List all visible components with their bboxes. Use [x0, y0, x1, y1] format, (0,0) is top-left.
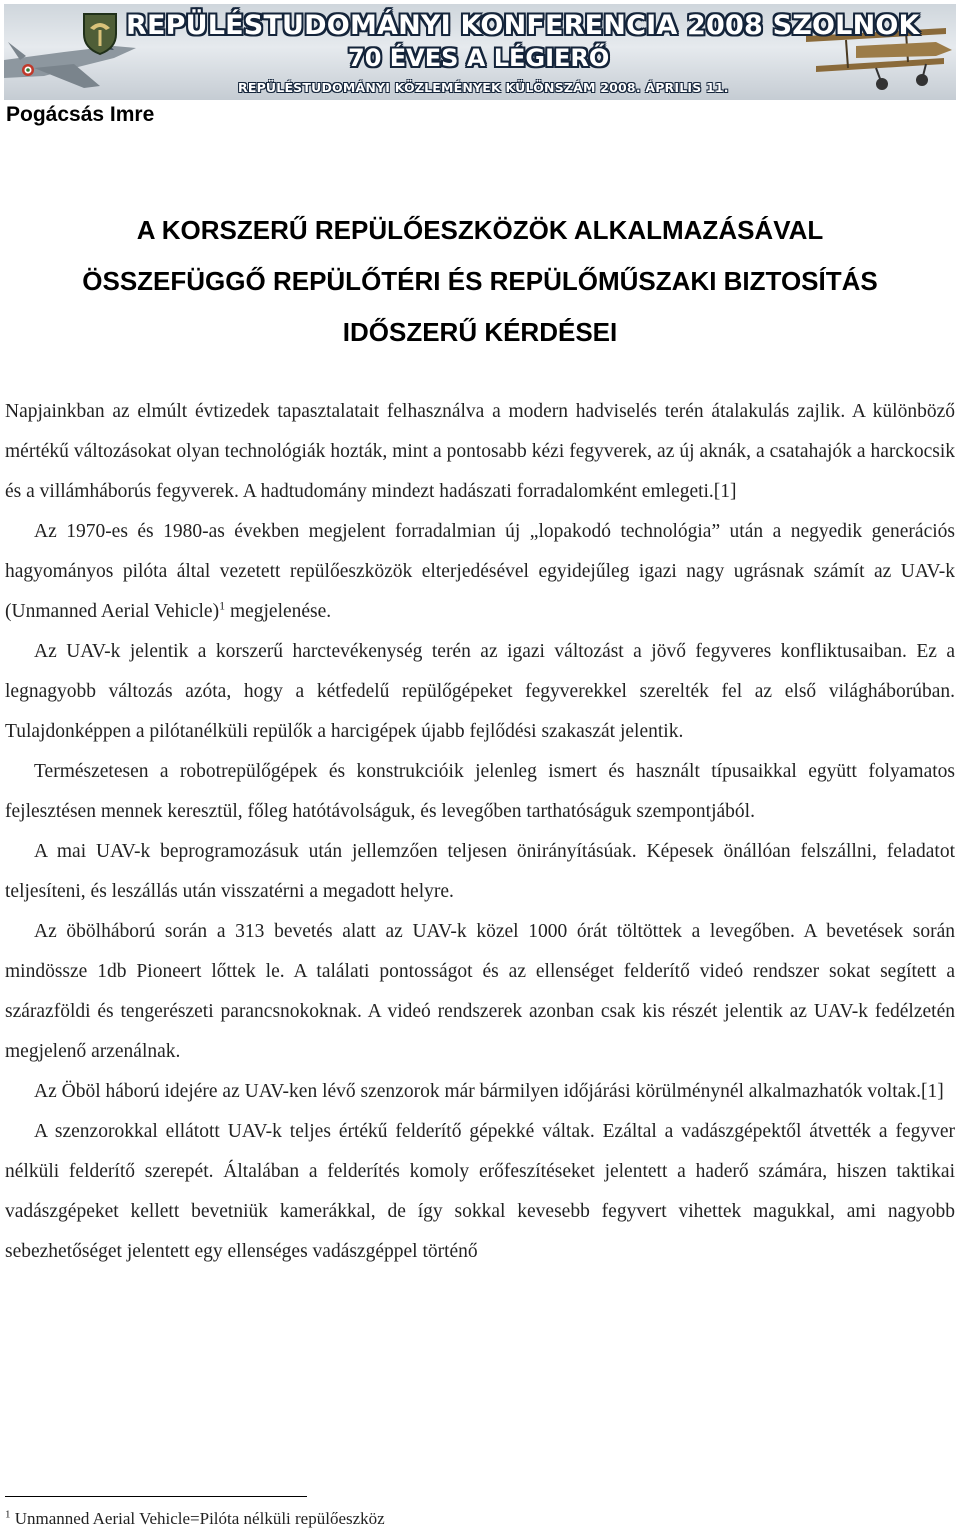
footnote-reference[interactable]: 1: [219, 598, 226, 613]
banner-subtitle: 70 ÉVES A LÉGIERŐ: [348, 44, 610, 72]
title-line: A KORSZERŰ REPÜLŐESZKÖZÖK ALKALMAZÁSÁVAL: [136, 215, 824, 245]
paper-title: [0, 205, 960, 358]
air-force-crest-icon: [80, 10, 120, 56]
paragraph: A szenzorokkal ellátott UAV-k teljes értékű felderítő gépekké váltak. Ezáltal a vadászgépektől átvették a fegyver nélküli felderítő szerepét. Általában a felderítés komoly erőfeszítéseket jelentett a haderő számára, hiszen taktikai vadászgépeket kellett bevetniük kamerákkal, de így sokkal kevesebb fegyvert vihettek magukkal, ami nagyobb sebezhetőséget jelentett egy ellenséges vadászgéppel történő: [5, 1121, 955, 1262]
paragraph: [5, 512, 955, 632]
author-name: Pogácsás Imre: [6, 103, 155, 126]
paragraph: Az UAV-k jelentik a korszerű harctevékenység terén az igazi változást a jövő fegyveres konfliktusaiban. Ez a legnagyobb változás azóta, hogy a kétfedelű repülőgépeket fegyverekkel szerelték fel az első világháborúban. Tulajdonképpen a pilótanélküli repülők a harcigépek újabb fejlődési szakaszát jelentik.: [5, 641, 955, 742]
fighter-jet-icon: [4, 12, 144, 100]
footnote-number: 1: [5, 1508, 11, 1521]
paragraph-text: Az 1970-es és 1980-as években megjelent forradalmian új „lopakodó technológia” után a negyedik generációs hagyományos pilóta által vezetett repülőeszközök elterjedésével egyidejűleg igazi nagy ugrásnak számít az UAV-k (Unmanned Aerial Vehicle): [5, 521, 955, 622]
conference-banner: [4, 4, 956, 100]
paragraph-text: megjelenése.: [225, 601, 332, 622]
banner-issue-line: REPÜLÉSTUDOMÁNYI KÖZLEMÉNYEK KÜLÖNSZÁM 2008. ÁPRILIS 11.: [238, 80, 729, 95]
footnote: [5, 1509, 385, 1529]
footnote-text: Unmanned Aerial Vehicle=Pilóta nélküli repülőeszköz: [10, 1509, 385, 1528]
title-line: ÖSSZEFÜGGŐ REPÜLŐTÉRI ÉS REPÜLŐMŰSZAKI BIZTOSÍTÁS: [82, 266, 878, 296]
footnote-divider: [5, 1496, 307, 1497]
paragraph: Napjainkban az elmúlt évtizedek tapasztalatait felhasználva a modern hadviselés terén átalakulás zajlik. A különböző mértékű változásokat olyan technológiák hozták, mint a pontosabb kézi fegyverek, az új aknák, a csatahajók a harckocsik és a villámháborús fegyverek. A hadtudomány mindezt hadászati forradalomként emlegeti.[1]: [5, 401, 955, 502]
paper-body: [5, 392, 955, 1272]
banner-conference-title: REPÜLÉSTUDOMÁNYI KONFERENCIA 2008 SZOLNOK: [126, 10, 920, 41]
paragraph: Az öbölháború során a 313 bevetés alatt az UAV-k közel 1000 órát töltöttek a levegőben. A bevetések során mindössze 1db Pioneert lőttek le. A találati pontosságot és az ellenséget felderítő videó rendszer sokat segített a szárazföldi és tengerészeti parancsnokoknak. A videó rendszerek azonban csak kis részét jelentik az UAV-k fedélzetén megjelenő arzenálnak.: [5, 921, 955, 1062]
title-line: IDŐSZERŰ KÉRDÉSEI: [342, 317, 618, 347]
paragraph: Természetesen a robotrepülőgépek és konstrukcióik jelenleg ismert és használt típusaikkal együtt folyamatos fejlesztésen mennek keresztül, főleg hatótávolságuk, és levegőben tarthatóságuk szempontjából.: [5, 761, 955, 822]
paragraph: Az Öböl háború idejére az UAV-ken lévő szenzorok már bármilyen időjárási körülménynél alkalmazhatók voltak.[1]: [34, 1081, 944, 1102]
paragraph: A mai UAV-k beprogramozásuk után jellemzően teljesen önirányításúak. Képesek önállóan felszállni, feladatot teljesíteni, és leszállás után visszatérni a megadott helyre.: [5, 841, 955, 902]
